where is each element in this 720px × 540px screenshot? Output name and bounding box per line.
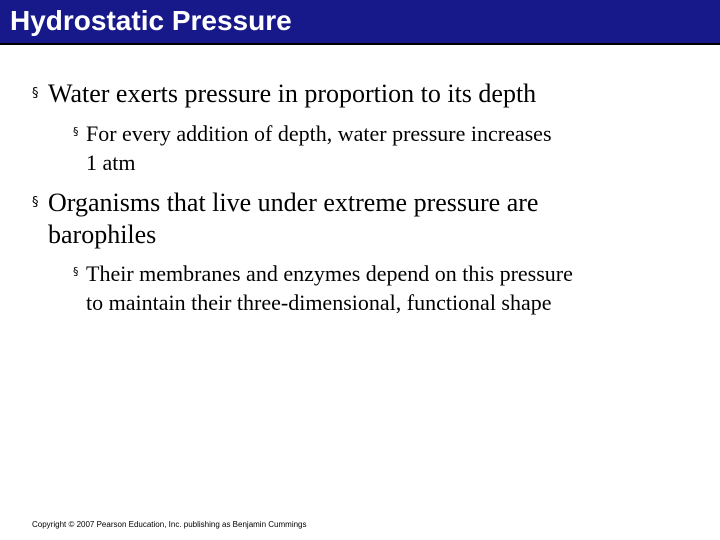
sub-bullet-marker-icon: § [73, 125, 79, 138]
copyright-notice: Copyright © 2007 Pearson Education, Inc. publishing as Benjamin Cummings [32, 520, 307, 529]
bullet-1-text: Water exerts pressure in proportion to its depth [48, 79, 537, 108]
bullet-marker-icon: § [32, 195, 39, 210]
bullet-marker-icon: § [32, 86, 39, 101]
title-bar [0, 0, 720, 45]
slide-title: Hydrostatic Pressure [10, 5, 292, 36]
bullet-2-text: Organisms that live under extreme pressure are barophiles [48, 188, 539, 249]
bullet-1-sub-text: For every addition of depth, water pressure increases 1 atm [86, 121, 552, 175]
sub-bullet-marker-icon: § [73, 265, 79, 278]
bullet-2-sub-text: Their membranes and enzymes depend on this pressure to maintain their three-dimensional, functional shape [86, 261, 573, 315]
